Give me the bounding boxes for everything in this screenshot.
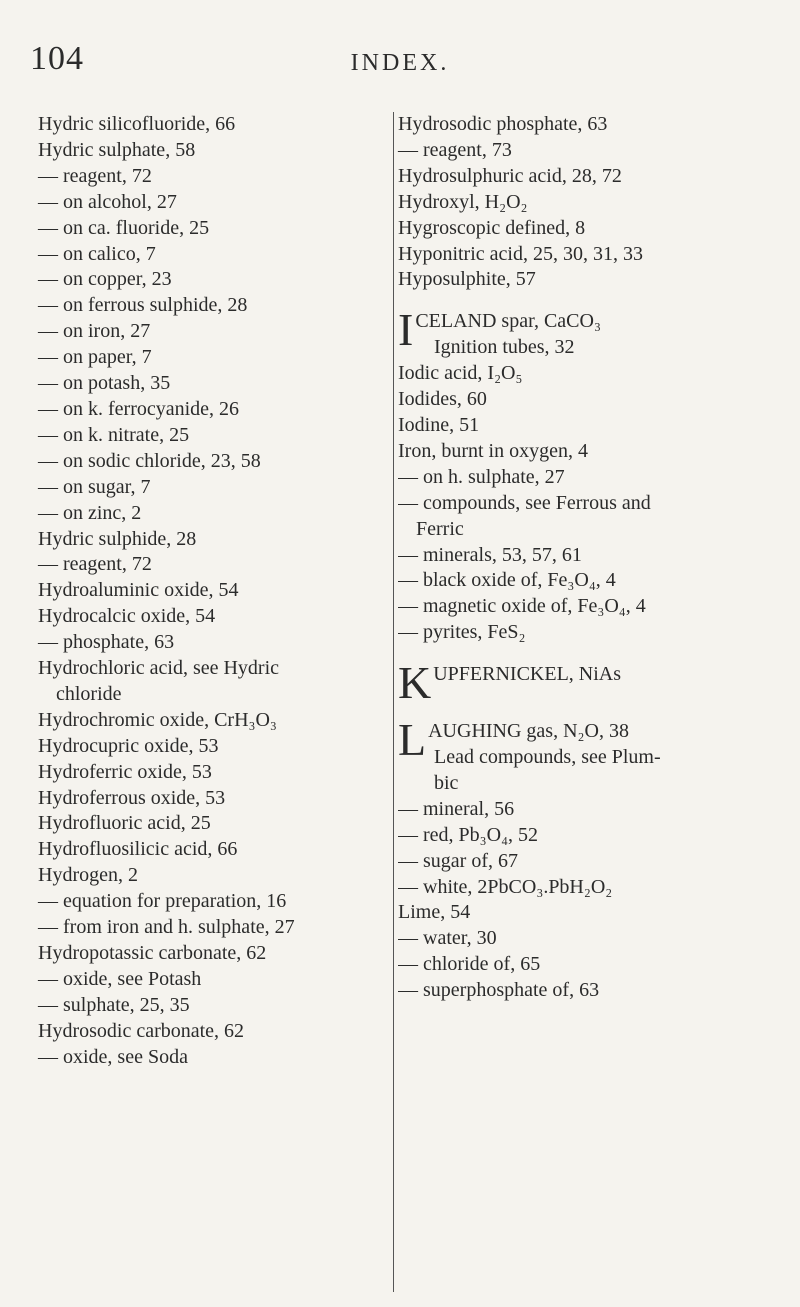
index-entry: Hydrosodic carbonate, 62 [38,1019,245,1042]
index-entry: Hydrosodic phosphate, 63 [398,113,608,135]
index-entry: — from iron and h. sulphate, 27 [38,916,295,939]
index-entry: — oxide, see Soda [38,1045,188,1068]
index-entry: Hydroxyl, H₂O₂ [398,190,528,213]
index-entry-continuation: bic [434,771,459,794]
index-entry: Iodides, 60 [398,388,487,411]
index-entry-continuation: chloride [56,682,122,705]
index-entry: Iodic acid, I₂O₅ [398,362,523,385]
running-head: INDEX. [350,50,450,76]
index-entry: Hydroferrous oxide, 53 [38,786,226,809]
index-entry: Hydrogen, 2 [38,864,138,887]
index-entry: — on h. sulphate, 27 [398,465,565,488]
index-entry: — reagent, 73 [398,138,512,161]
index-entry: Ignition tubes, 32 [434,336,575,359]
index-entry: Hydrocupric oxide, 53 [38,734,219,757]
index-entry: Lime, 54 [398,901,471,924]
index-entry: Hydric silicofluoride, 66 [38,113,236,135]
index-entry: — white, 2PbCO₃.PbH₂O₂ [398,875,613,898]
index-entry: — compounds, see Ferrous and [398,491,651,514]
entry-text: AUGHING gas, N₂O, 38 [428,720,629,743]
index-entry: — black oxide of, Fe₃O₄, 4 [398,569,616,592]
index-entry: Hydroaluminic oxide, 54 [38,579,239,602]
index-entry: — on sugar, 7 [38,475,151,498]
entry-text: CELAND spar, CaCO₃ [415,310,601,333]
dropcap-k: K [398,662,432,704]
index-entry: Hydric sulphate, 58 [38,138,196,161]
index-entry: Hydrofluosilicic acid, 66 [38,838,238,861]
index-entry: Hydrofluoric acid, 25 [38,812,211,835]
index-entry: — water, 30 [398,927,497,950]
index-entry: — on potash, 35 [38,372,171,395]
index-entry: — mineral, 56 [398,797,515,820]
index-entry: Hyposulphite, 57 [398,268,536,291]
index-entry: — superphosphate of, 63 [398,979,600,1002]
index-entry: — on k. ferrocyanide, 26 [38,397,240,420]
index-entry: Hydrocalcic oxide, 54 [38,605,216,628]
left-column [38,112,410,1071]
index-entry: — magnetic oxide of, Fe₃O₄, 4 [398,595,646,618]
index-entry: Iron, burnt in oxygen, 4 [398,439,588,462]
index-entry: Hydrochloric acid, see Hydric [38,657,280,680]
dropcap-l: L [398,719,427,766]
index-entry: — on zinc, 2 [38,501,142,524]
index-entry: — red, Pb₃O₄, 52 [398,823,539,846]
index-entry: Hydroferric oxide, 53 [38,760,212,783]
index-entry: — pyrites, FeS₂ [398,621,526,644]
index-entry: — chloride of, 65 [398,953,541,976]
index-entry: — sulphate, 25, 35 [38,993,190,1016]
index-entry: Hyponitric acid, 25, 30, 31, 33 [398,242,643,265]
index-entry: Iodine, 51 [398,413,480,436]
section-l [398,719,776,1004]
index-entry: Hydrosulphuric acid, 28, 72 [398,164,622,187]
index-entry: — on paper, 7 [38,346,152,369]
page-number: 104 [30,40,84,77]
index-entry: Hydric sulphide, 28 [38,527,197,550]
index-entry: Lead compounds, see Plum- [434,746,661,769]
index-entry: — sugar of, 67 [398,849,518,872]
dropcap-i: I [398,309,414,356]
index-entry: — reagent, 72 [38,553,152,576]
index-entry: Hydrochromic oxide, CrH₃O₃ [38,708,277,731]
index-entry: — equation for preparation, 16 [38,890,287,913]
index-entry: — on ca. fluoride, 25 [38,216,210,239]
h-entries-continued [398,112,776,293]
index-entry: — phosphate, 63 [38,631,175,654]
section-k [398,662,776,703]
index-entry: — on alcohol, 27 [38,190,177,213]
index-entry: — oxide, see Potash [38,967,202,990]
index-entry [398,662,776,704]
column-divider [393,112,394,1292]
index-entry-continuation: Ferric [416,517,464,540]
entry-text: UPFERNICKEL, NiAs [433,663,622,686]
index-entry: — on copper, 23 [38,268,172,291]
index-entry: — on sodic chloride, 23, 58 [38,449,261,472]
index-entry: — minerals, 53, 57, 61 [398,543,582,566]
index-entry: — reagent, 72 [38,164,152,187]
index-entry: — on iron, 27 [38,320,151,343]
index-entry: Hygroscopic defined, 8 [398,216,586,239]
section-i [398,309,776,646]
index-entry: — on k. nitrate, 25 [38,423,190,446]
index-entry: — on ferrous sulphide, 28 [38,294,248,317]
right-column [398,112,776,1004]
index-entry: — on calico, 7 [38,242,156,265]
index-entry: Hydropotassic carbonate, 62 [38,942,267,964]
